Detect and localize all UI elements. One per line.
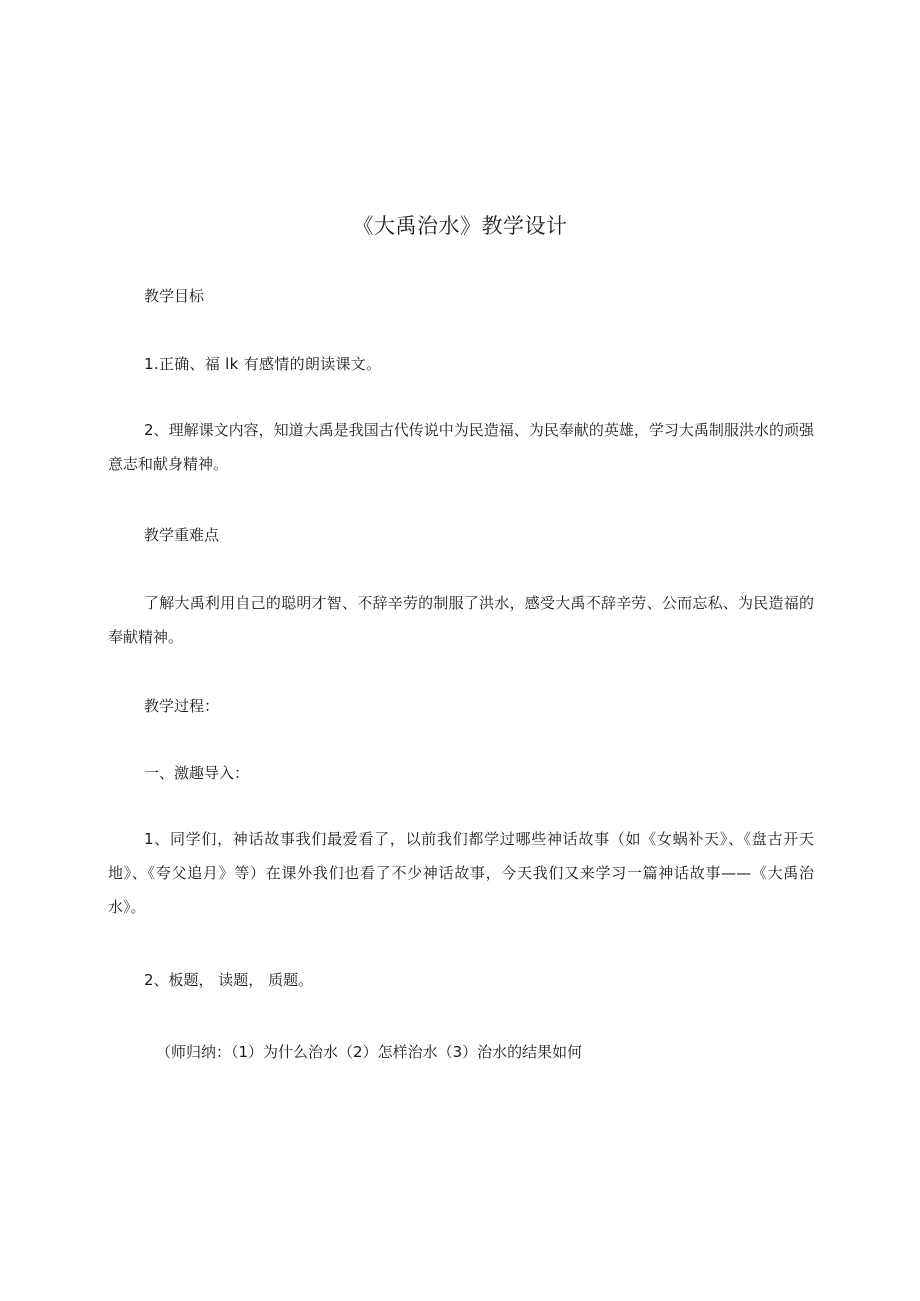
goal-item-2: 2、理解课文内容，知道大禹是我国古代传说中为民造福、为民奉献的英雄，学习大禹制服洪水的顽强意志和献身精神。 xyxy=(108,421,814,473)
goal-item-1: 1.正确、福 lk 有感情的朗读课文。 xyxy=(144,355,382,373)
section-heading-process: 教学过程： xyxy=(144,697,220,715)
process-step-1: 1、同学们，神话故事我们最爱看了，以前我们都学过哪些神话故事（如《女蜗补天》、《盘古开天地》、《夸父追月》等）在课外我们也看了不少神话故事，今天我们又来学习一篇神话故事——《大禹治水》。 xyxy=(108,830,814,916)
process-step-2: 2、板题， 读题， 质题。 xyxy=(144,971,314,989)
document-title: 《大禹治水》教学设计 xyxy=(352,214,568,238)
key-points-paragraph: 了解大禹利用自己的聪明才智、不辞辛劳的制服了洪水，感受大禹不辞辛劳、公而忘私、为民造福的奉献精神。 xyxy=(108,594,814,646)
teacher-summary: （师归纳：（1）为什么治水（2）怎样治水（3）治水的结果如何 xyxy=(156,1043,583,1061)
section-heading-goals: 教学目标 xyxy=(144,287,205,305)
process-section-intro: 一、激趣导入： xyxy=(144,764,250,782)
section-heading-key-points: 教学重难点 xyxy=(144,526,220,544)
